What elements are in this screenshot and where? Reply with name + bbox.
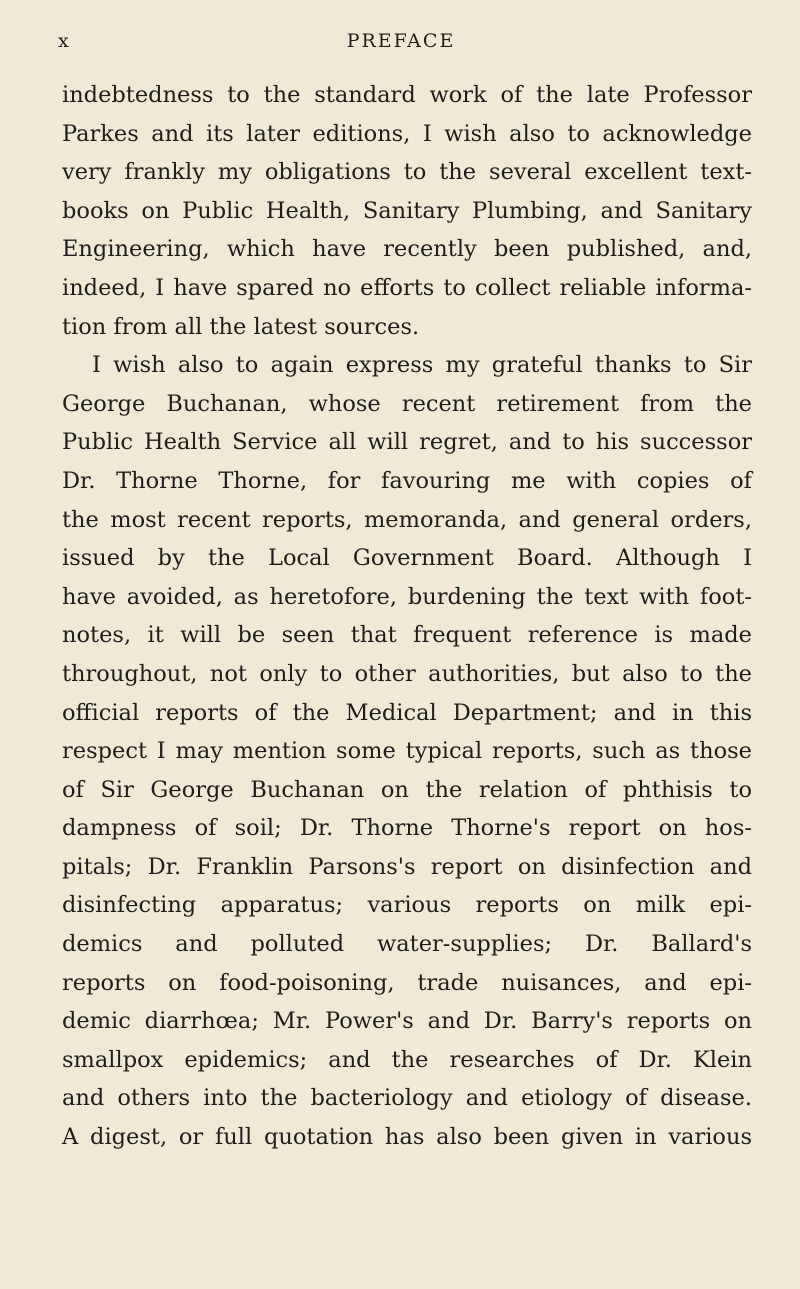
text-line: throughout, not only to other authorities, but also to the xyxy=(62,660,752,687)
text-line: tion from all the latest sources. xyxy=(62,313,420,340)
text-line: Parkes and its later editions, I wish also to acknowledge xyxy=(62,120,752,147)
text-line: George Buchanan, whose recent retirement from the xyxy=(62,390,752,417)
text-line: demic diarrhœa; Mr. Power's and Dr. Barry's reports on xyxy=(62,1008,752,1035)
text-line: of Sir George Buchanan on the relation of phthisis to xyxy=(62,776,752,803)
text-line: very frankly my obligations to the several excellent text- xyxy=(62,159,752,186)
text-line: reports on food-poisoning, trade nuisances, and epi- xyxy=(62,969,752,996)
body-text xyxy=(62,76,752,1157)
page-header xyxy=(58,30,744,60)
page-number: x xyxy=(58,30,70,52)
text-line: notes, it will be seen that frequent reference is made xyxy=(62,622,752,649)
text-line: demics and polluted water-supplies; Dr. Ballard's xyxy=(62,931,752,958)
text-line: the most recent reports, memoranda, and general orders, xyxy=(62,506,752,533)
text-line: books on Public Health, Sanitary Plumbing, and Sanitary xyxy=(62,197,752,224)
text-line: I wish also to again express my grateful thanks to Sir xyxy=(92,352,752,379)
text-line: indebtedness to the standard work of the late Professor xyxy=(62,82,752,108)
text-line: issued by the Local Government Board. Although I xyxy=(62,545,752,572)
text-line: smallpox epidemics; and the researches of Dr. Klein xyxy=(62,1046,752,1073)
text-line: disinfecting apparatus; various reports on milk epi- xyxy=(62,892,752,919)
text-line: and others into the bacteriology and etiology of disease. xyxy=(62,1085,752,1112)
text-line: A digest, or full quotation has also been given in various xyxy=(62,1124,752,1151)
text-line: indeed, I have spared no efforts to collect reliable informa- xyxy=(62,274,752,301)
text-line: respect I may mention some typical reports, such as those xyxy=(62,738,752,765)
text-line: Public Health Service all will regret, and to his successor xyxy=(62,429,752,456)
text-line: Engineering, which have recently been published, and, xyxy=(62,236,752,263)
text-line: pitals; Dr. Franklin Parsons's report on disinfection and xyxy=(62,853,752,880)
text-line: official reports of the Medical Department; and in this xyxy=(62,699,752,726)
text-line: Dr. Thorne Thorne, for favouring me with copies of xyxy=(62,467,752,494)
text-line: have avoided, as heretofore, burdening the text with foot- xyxy=(62,583,752,610)
text-line: dampness of soil; Dr. Thorne Thorne's report on hos- xyxy=(62,815,752,842)
running-head: PREFACE xyxy=(346,30,456,52)
